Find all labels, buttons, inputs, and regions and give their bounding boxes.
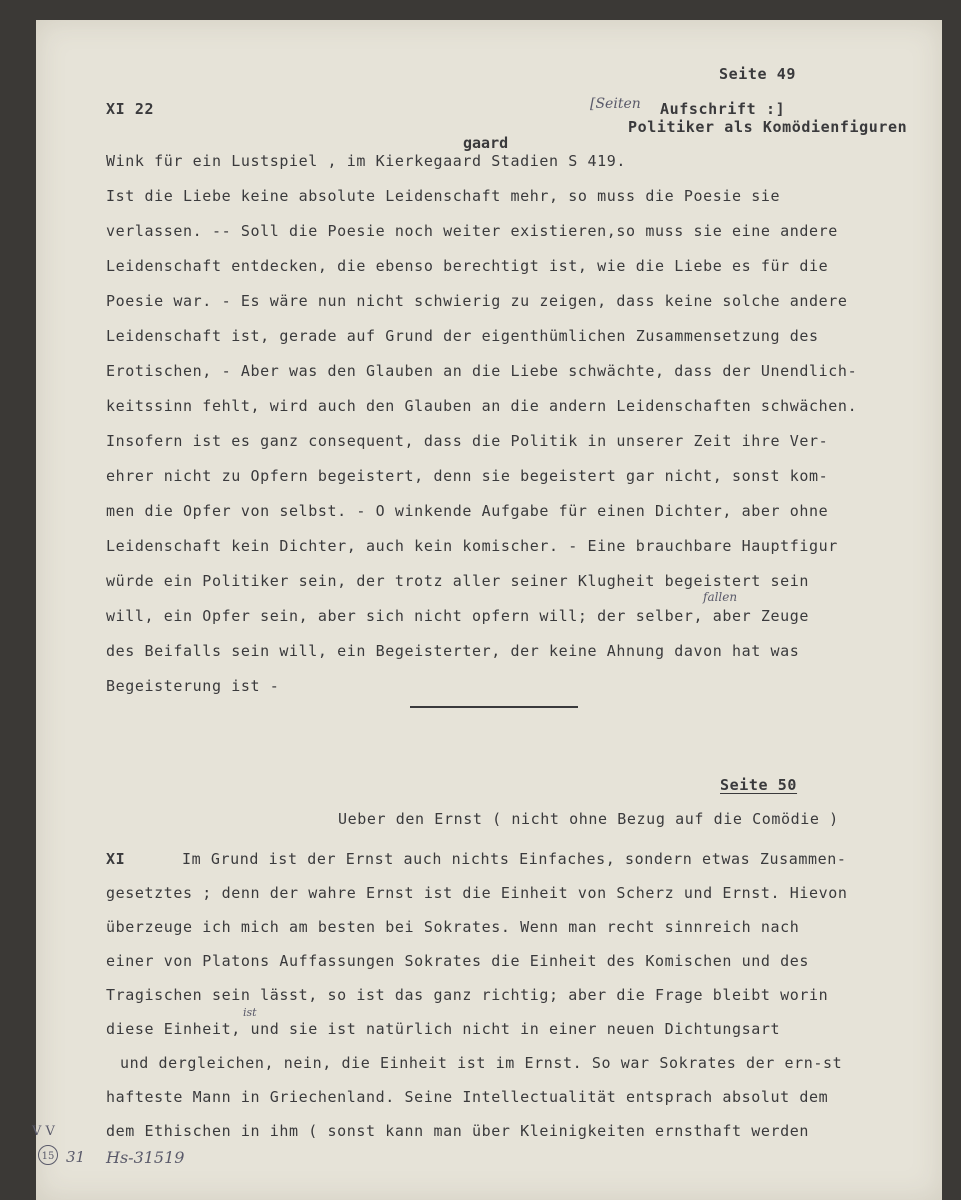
manuscript-signature-2: XI — [106, 850, 126, 868]
manuscript-signature: XI 22 — [106, 100, 155, 118]
text-line: überzeuge ich mich am besten bei Sokrates. Wenn man recht sinnreich nach — [106, 918, 800, 936]
archive-circle-number: 15 — [41, 1151, 55, 1162]
text-line: und dergleichen, nein, die Einheit ist im Ernst. So war Sokrates der ern-st — [120, 1054, 843, 1072]
handwritten-bracket-note: [Seiten — [590, 96, 641, 112]
text-line: gesetztes ; denn der wahre Ernst ist die Einheit von Scherz und Ernst. Hievon — [106, 884, 848, 902]
archive-mark-top: V V — [32, 1124, 55, 1139]
text-line: Ist die Liebe keine absolute Leidenschaft mehr, so muss die Poesie sie — [106, 187, 781, 205]
text-line: Erotischen, - Aber was den Glauben an die Liebe schwächte, dass der Unendlich- — [106, 362, 858, 380]
archive-shelfmark: Hs-31519 — [106, 1148, 185, 1167]
text-line: ehrer nicht zu Opfern begeistert, denn sie begeistert gar nicht, sonst kom- — [106, 467, 829, 485]
text-line: Poesie war. - Es wäre nun nicht schwierig zu zeigen, dass keine solche andere — [106, 292, 848, 310]
text-line: men die Opfer von selbst. - O winkende Aufgabe für einen Dichter, aber ohne — [106, 502, 829, 520]
text-line: des Beifalls sein will, ein Begeisterter, der keine Ahnung davon hat was — [106, 642, 800, 660]
handwritten-insert-ist: ist — [243, 1006, 257, 1019]
text-line: Begeisterung ist - — [106, 677, 280, 695]
handwritten-insert-gaard: gaard — [463, 134, 509, 152]
text-line: verlassen. -- Soll die Poesie noch weiter existieren,so muss sie eine andere — [106, 222, 838, 240]
text-line: hafteste Mann in Griechenland. Seine Intellectualität entsprach absolut dem — [106, 1088, 829, 1106]
text-line: Tragischen sein lässt, so ist das ganz richtig; aber die Frage bleibt worin — [106, 986, 829, 1004]
handwritten-insert-fallen: fallen — [703, 590, 738, 604]
text-line: Im Grund ist der Ernst auch nichts Einfaches, sondern etwas Zusammen- — [182, 850, 847, 868]
text-line: würde ein Politiker sein, der trotz aller seiner Klugheit begeistert sein — [106, 572, 810, 590]
text-line: einer von Platons Auffassungen Sokrates die Einheit des Komischen und des — [106, 952, 810, 970]
text-line: Leidenschaft kein Dichter, auch kein komischer. - Eine brauchbare Hauptfigur — [106, 537, 838, 555]
text-line: Wink für ein Lustspiel , im Kierkegaard Stadien S 419. — [106, 152, 627, 170]
heading-aufschrift: Aufschrift :] — [660, 100, 786, 118]
page-label-49: Seite 49 — [719, 65, 797, 83]
heading-politiker: Politiker als Komödienfiguren — [628, 118, 908, 136]
text-line: will, ein Opfer sein, aber sich nicht opfern will; der selber, aber Zeuge — [106, 607, 810, 625]
section-title: Ueber den Ernst ( nicht ohne Bezug auf die Comödie ) — [338, 810, 839, 828]
text-line: Insofern ist es ganz consequent, dass die Politik in unserer Zeit ihre Ver- — [106, 432, 829, 450]
text-line: Leidenschaft entdecken, die ebenso berechtigt ist, wie die Liebe es für die — [106, 257, 829, 275]
text-line: Leidenschaft ist, gerade auf Grund der eigenthümlichen Zusammensetzung des — [106, 327, 819, 345]
section-divider — [410, 706, 578, 708]
text-line: keitssinn fehlt, wird auch den Glauben an die andern Leidenschaften schwächen. — [106, 397, 858, 415]
archive-number: 31 — [66, 1148, 86, 1166]
archive-circle-mark — [38, 1145, 58, 1165]
page-label-50: Seite 50 — [720, 776, 798, 794]
text-line: diese Einheit, und sie ist natürlich nicht in einer neuen Dichtungsart — [106, 1020, 781, 1038]
text-line: dem Ethischen in ihm ( sonst kann man über Kleinigkeiten ernsthaft werden — [106, 1122, 810, 1140]
